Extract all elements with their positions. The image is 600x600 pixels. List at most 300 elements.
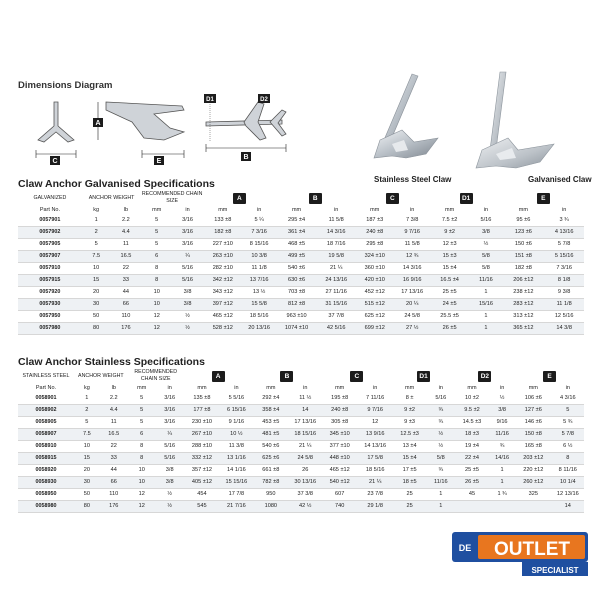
table-cell: 7 3/16 [544,263,584,275]
table-cell: 305 ±8 [321,417,358,429]
table-cell: 8 [128,441,156,453]
table-cell: 12.5 ±3 [392,429,426,441]
logo-specialist-text: SPECIALIST [531,566,579,575]
unit-header: mm [405,385,415,391]
part-number-cell: 0057902 [18,227,82,239]
table-cell: 703 ±8 [276,287,318,299]
unit-header: mm [266,385,276,391]
table-cell: 66 [100,477,128,489]
unit-header: mm [467,385,477,391]
table-cell: 1 [82,215,111,227]
table-cell: 5 5/16 [220,393,252,405]
table-cell: 240 ±8 [355,227,395,239]
table-cell: 26 ±5 [455,477,489,489]
table-cell: 30 13/16 [289,477,321,489]
table-cell: 7.5 ±2 [430,215,470,227]
part-number-cell: 0058915 [18,453,74,465]
logo-de-text: DE [458,543,472,553]
table-cell: 9 1/16 [220,417,252,429]
table-cell: 18 15/16 [289,429,321,441]
table-cell: 15/16 [469,299,502,311]
table-cell: 17 13/16 [289,417,321,429]
table-cell: 782 ±8 [253,477,290,489]
table-cell: 13 ½ [243,287,276,299]
table-row [18,453,584,465]
table-cell: 453 ±5 [253,417,290,429]
table-cell: 3/16 [172,227,203,239]
table-cell: 260 ±12 [515,477,552,489]
table-cell: 1074 ±10 [276,323,318,335]
table-cell: 11 ½ [289,393,321,405]
table-cell: 607 [321,489,358,501]
unit-header: kg [93,207,100,213]
dim-e-badge: E [537,193,550,204]
svg-text:E: E [156,158,162,165]
table-row [18,501,584,513]
table-cell: 545 [184,501,221,513]
table-cell: 2 [74,405,100,417]
table-cell: 240 ±8 [321,405,358,417]
table-cell: 18 ±3 [455,429,489,441]
table-cell: 7.5 [82,251,111,263]
table-cell [489,501,515,513]
table-cell: 37 3/8 [289,489,321,501]
anchor-top-view [206,102,286,140]
table-cell: 26 [289,465,321,477]
table-cell: ¼ [172,251,203,263]
table-cell: 176 [110,323,141,335]
table-cell: 1080 [253,501,290,513]
table-cell: 206 ±12 [502,275,544,287]
table-cell [455,501,489,513]
table-cell: 150 ±8 [515,429,552,441]
part-number-cell: 0058907 [18,429,74,441]
table-cell: 15 ±3 [430,251,470,263]
table-cell: 50 [74,489,100,501]
table-cell: 2.2 [100,393,128,405]
table-cell: 11 [100,417,128,429]
table-cell: 6 ½ [552,441,584,453]
table-cell: 13 1/16 [220,453,252,465]
table-cell: ½ [489,393,515,405]
table-cell: 24 5/8 [395,311,430,323]
table-cell: 23 7/8 [358,489,392,501]
table-cell: 3/8 [469,227,502,239]
table-row [18,417,584,429]
table-cell: 12 5/16 [544,311,584,323]
unit-header: kg [83,385,90,391]
table-cell: 12 [128,501,156,513]
table-cell: 66 [110,299,141,311]
part-number-cell: 0057980 [18,323,82,335]
table-cell: 13 9/16 [358,429,392,441]
stainless-spec-table [18,369,584,513]
table-cell: 16 9/16 [395,275,430,287]
unit-header: in [438,385,443,391]
table-cell: 15 15/16 [220,477,252,489]
table-cell: 33 [100,453,128,465]
table-cell: 21 ¼ [317,263,354,275]
type-header: STAINLESS STEEL [22,372,70,379]
svg-text:B: B [243,154,249,161]
dim-c-badge: C [350,371,363,382]
table-cell: 9.5 ±2 [455,405,489,417]
table-cell: 17 5/8 [358,453,392,465]
table-cell: 3/8 [156,477,184,489]
weight-header: ANCHOR WEIGHT [78,372,124,379]
table-row [18,441,584,453]
table-cell: 11 3/8 [220,441,252,453]
table-cell: 9 ±2 [392,405,426,417]
table-cell: 1 [469,287,502,299]
part-number-cell: 0058910 [18,441,74,453]
table-cell: 220 ±12 [515,465,552,477]
table-cell: ¾ [427,417,455,429]
table-cell: 133 ±8 [203,215,243,227]
table-cell: 10 [82,263,111,275]
table-cell: 14 13/16 [358,441,392,453]
part-number-cell: 0057920 [18,287,82,299]
table-cell: 195 ±8 [321,393,358,405]
table-cell: 405 ±12 [184,477,221,489]
table-row [18,287,584,299]
table-cell: 135 ±8 [184,393,221,405]
table-cell: 29 1/8 [358,501,392,513]
table-cell: 1 ¾ [489,489,515,501]
table-cell: 540 ±6 [276,263,318,275]
stainless-table-title: Claw Anchor Stainless Specifications [18,356,205,368]
table-cell: 515 ±12 [355,299,395,311]
table-cell: 16.5 ±4 [430,275,470,287]
table-cell: 5 ¾ [552,417,584,429]
table-row [18,251,584,263]
part-number-cell: 0058905 [18,417,74,429]
table-row [18,465,584,477]
table-row [18,393,584,405]
part-no-header: Part No. [35,385,57,391]
table-cell: 1 [489,465,515,477]
table-cell: 3/8 [156,465,184,477]
table-cell: ¾ [489,441,515,453]
part-number-cell: 0057930 [18,299,82,311]
stainless-subheader-row [18,383,584,393]
part-number-cell: 0057950 [18,311,82,323]
table-cell: 21 7/16 [220,501,252,513]
table-cell: 12 ±3 [430,239,470,251]
table-cell: 420 ±10 [355,275,395,287]
table-cell: 468 ±5 [276,239,318,251]
unit-header: in [303,385,308,391]
table-cell: 10 [128,465,156,477]
stainless-photo-label: Stainless Steel Claw [374,175,452,184]
table-cell: 25 [392,501,426,513]
table-cell: 14 [289,405,321,417]
part-number-cell: 0058980 [18,501,74,513]
table-cell: ¾ [427,405,455,417]
table-row [18,299,584,311]
table-cell: 30 [82,299,111,311]
table-cell: 963 ±10 [276,311,318,323]
diagram-title: Dimensions Diagram [18,80,113,91]
table-cell: 95 ±6 [502,215,544,227]
table-cell: 8 [141,263,172,275]
table-cell: 11 [110,239,141,251]
table-cell: 358 ±4 [253,405,290,417]
table-cell: 452 ±12 [355,287,395,299]
table-cell: 238 ±12 [502,287,544,299]
stainless-header-row [18,369,584,383]
table-cell: 50 [82,311,111,323]
table-cell: 20 13/16 [243,323,276,335]
unit-header: mm [335,385,345,391]
table-cell: 499 ±5 [276,251,318,263]
table-cell: 15 [74,453,100,465]
table-cell: 146 ±6 [515,417,552,429]
table-row [18,239,584,251]
table-cell: 1 [74,393,100,405]
dim-d1-badge: D1 [417,371,430,382]
type-header: GALVANIZED [33,194,67,201]
table-cell: 165 ±8 [515,441,552,453]
table-cell: 325 [515,489,552,501]
table-cell: 182 ±8 [203,227,243,239]
unit-header: in [185,207,190,213]
table-cell: 5 7/8 [552,429,584,441]
table-cell: 3/16 [172,215,203,227]
anchor-side-view [106,102,184,140]
table-cell: 11/16 [427,477,455,489]
table-cell: 5/16 [156,453,184,465]
table-cell: 9/16 [489,417,515,429]
unit-header: in [256,207,262,213]
table-cell: 5 [128,405,156,417]
galvanised-table-title: Claw Anchor Galvanised Specifications [18,178,215,190]
table-cell: 324 ±10 [355,251,395,263]
table-cell: 950 [253,489,290,501]
table-cell: 3/16 [156,393,184,405]
unit-header: mm [518,207,528,213]
table-cell: 25 ±5 [430,287,470,299]
table-cell: 12 [141,311,172,323]
table-cell: 106 ±6 [515,393,552,405]
part-no-header: Part No. [39,207,61,213]
table-cell: ½ [427,429,455,441]
chain-header: RECOMMENDED CHAIN SIZE [134,369,178,382]
table-cell: 182 ±8 [502,263,544,275]
table-cell: 20 [82,287,111,299]
table-cell: 4.4 [100,405,128,417]
chain-header: RECOMMENDED CHAIN SIZE [141,191,203,204]
unit-header: in [334,207,339,213]
table-cell: 6 [128,429,156,441]
part-number-cell: 0057907 [18,251,82,263]
table-cell: 14 3/16 [317,227,354,239]
table-cell: 12 [141,323,172,335]
table-cell: 5/8 [469,251,502,263]
stainless-table-body [18,393,584,513]
table-cell: 37 7/8 [317,311,354,323]
table-cell: 10 ½ [220,429,252,441]
table-cell: 8 [552,453,584,465]
table-cell: ½ [427,441,455,453]
table-cell: 295 ±4 [276,215,318,227]
table-row [18,227,584,239]
galvanised-header-row [18,191,584,205]
unit-header: lb [123,207,129,213]
table-cell: 10 [74,441,100,453]
table-cell: 5 [141,215,172,227]
table-cell: 27 ½ [395,323,430,335]
table-cell: 16.5 [110,251,141,263]
table-cell: 1 [427,489,455,501]
table-cell: 8 ± [392,393,426,405]
anchor-front-view [38,102,74,142]
unit-header: mm [197,385,207,391]
galvanised-subheader-row [18,205,584,215]
table-row [18,263,584,275]
table-row [18,405,584,417]
stainless-anchor-photo [362,72,450,172]
table-cell: 5/16 [469,215,502,227]
svg-text:D1: D1 [206,97,214,103]
table-cell: 2.2 [110,215,141,227]
table-cell: 295 ±8 [355,239,395,251]
table-cell: 151 ±8 [502,251,544,263]
table-cell: 17 13/16 [395,287,430,299]
table-cell: 292 ±4 [253,393,290,405]
table-cell: 7 11/16 [358,393,392,405]
table-cell: 5 [128,417,156,429]
table-cell: 11 5/8 [317,215,354,227]
table-cell: 282 ±10 [203,263,243,275]
table-cell: 24 5/8 [289,453,321,465]
table-cell: 8 15/16 [243,239,276,251]
part-number-cell: 0057915 [18,275,82,287]
table-cell: 345 ±10 [321,429,358,441]
table-cell: 80 [82,323,111,335]
table-cell: 20 ¼ [395,299,430,311]
part-number-cell: 0058902 [18,405,74,417]
table-cell: 625 ±6 [253,453,290,465]
unit-header: in [483,207,489,213]
table-cell: 6 15/16 [220,405,252,417]
table-cell: 4 13/16 [544,227,584,239]
galvanised-table-body [18,215,584,335]
table-cell: ½ [469,239,502,251]
table-row [18,429,584,441]
dim-e-badge: E [543,371,556,382]
unit-header: mm [137,385,147,391]
table-cell: 14.5 ±3 [455,417,489,429]
table-cell: 3/8 [172,287,203,299]
table-cell: 3/8 [172,299,203,311]
unit-header: mm [291,207,302,213]
table-cell: 17 ±5 [392,465,426,477]
table-cell: 7 3/8 [395,215,430,227]
table-cell: 5 7/8 [544,239,584,251]
table-cell: 4 3/16 [552,393,584,405]
dim-b-badge: B [280,371,293,382]
table-cell: 5/8 [427,453,455,465]
table-cell: 5 ¼ [243,215,276,227]
table-cell: 26 ±5 [430,323,470,335]
table-cell: 5 [74,417,100,429]
table-cell: 177 ±8 [184,405,221,417]
table-cell: 11 1/8 [544,299,584,311]
table-cell: 22 [110,263,141,275]
table-cell: 24 13/16 [317,275,354,287]
table-cell: 13 ±4 [392,441,426,453]
table-row [18,323,584,335]
unit-header: lb [111,385,116,391]
outlet-specialist-logo [452,528,588,582]
table-cell: 313 ±12 [502,311,544,323]
table-cell: 12 [358,417,392,429]
table-cell: 30 [74,477,100,489]
table-cell: 27 11/16 [317,287,354,299]
table-cell: 540 ±12 [321,477,358,489]
unit-header: in [565,385,570,391]
unit-header: mm [445,207,455,213]
table-cell: 21 ¼ [358,477,392,489]
table-cell: 3/16 [156,405,184,417]
table-cell: 42 5/16 [317,323,354,335]
table-cell: 740 [321,501,358,513]
table-cell: 25.5 ±5 [430,311,470,323]
table-cell: 1 [469,311,502,323]
table-cell: 127 ±6 [515,405,552,417]
table-cell: ¾ [427,465,455,477]
table-cell: ¼ [156,429,184,441]
table-row [18,311,584,323]
table-cell: 14 1/16 [220,465,252,477]
table-cell: 7.5 [74,429,100,441]
table-cell: 15 5/8 [243,299,276,311]
table-cell: ½ [172,311,203,323]
table-cell: 365 ±12 [502,323,544,335]
table-cell: 267 ±10 [184,429,221,441]
table-cell: 357 ±12 [184,465,221,477]
table-cell: 15 [82,275,111,287]
svg-text:D2: D2 [260,97,268,103]
part-number-cell: 0058920 [18,465,74,477]
unit-header: mm [370,207,380,213]
table-cell: 343 ±12 [203,287,243,299]
table-cell: 625 ±12 [355,311,395,323]
table-cell: 42 ½ [289,501,321,513]
table-cell: 10 3/8 [243,251,276,263]
table-cell: 24 ±5 [430,299,470,311]
unit-header: in [410,207,415,213]
dimensions-diagram [14,92,314,172]
table-cell: 465 ±12 [203,311,243,323]
table-cell: 283 ±12 [502,299,544,311]
table-cell: 11 5/8 [395,239,430,251]
table-cell: 80 [74,501,100,513]
logo-outlet-text: OUTLET [494,539,570,560]
table-cell: 2 [82,227,111,239]
table-cell: 19 ±4 [455,441,489,453]
table-cell: 8 [128,453,156,465]
table-row [18,489,584,501]
table-cell: 176 [100,501,128,513]
table-cell: 360 ±10 [355,263,395,275]
svg-text:A: A [95,120,101,127]
table-cell: 454 [184,489,221,501]
table-cell: 481 ±5 [253,429,290,441]
part-number-cell: 0058950 [18,489,74,501]
table-cell: 397 ±12 [203,299,243,311]
